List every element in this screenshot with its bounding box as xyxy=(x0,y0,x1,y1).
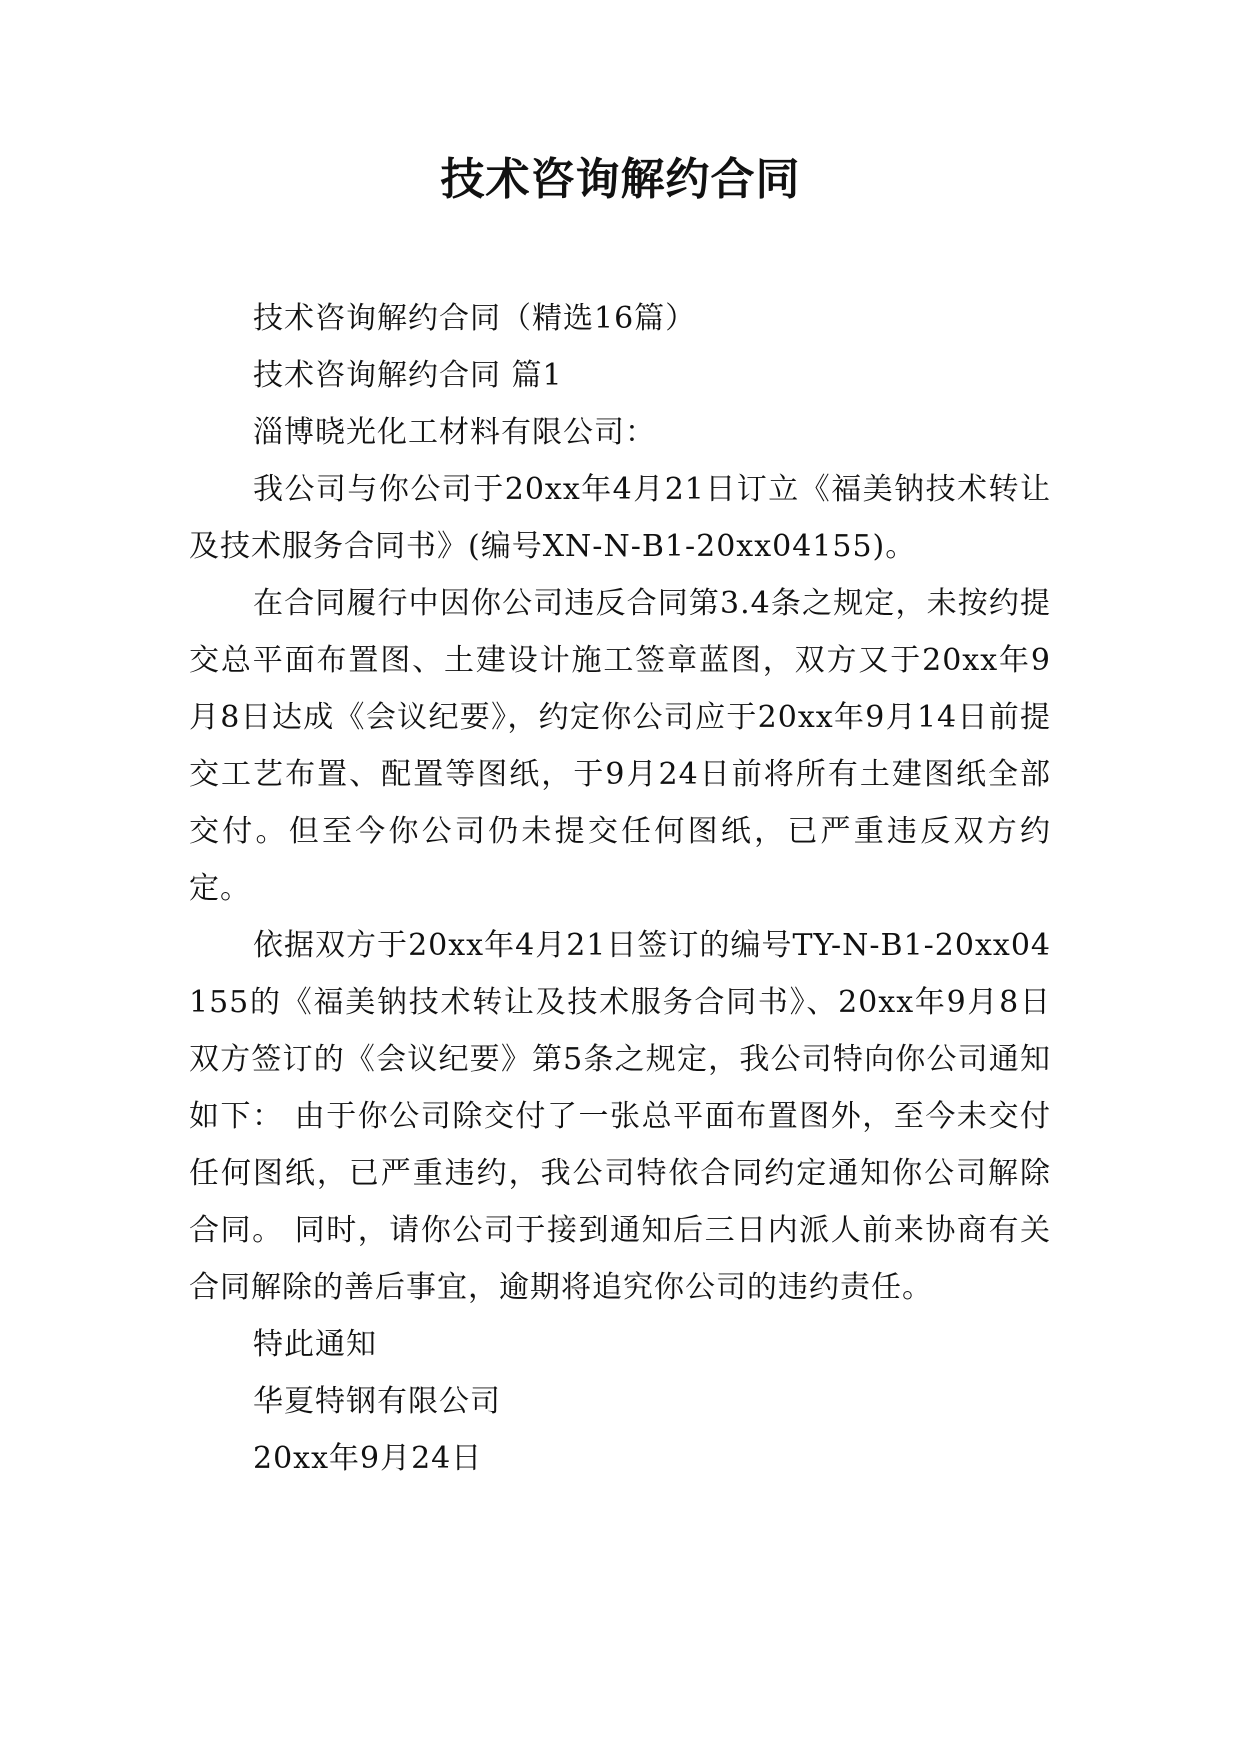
document-body xyxy=(189,290,1051,1487)
signature: 华夏特钢有限公司 xyxy=(253,1384,501,1419)
closing-line: 特此通知 xyxy=(253,1327,377,1362)
section-heading: 技术咨询解约合同 篇1 xyxy=(253,358,563,393)
paragraph: 在合同履行中因你公司违反合同第3.4条之规定，未按约提交总平面布置图、土建设计施工签章蓝图，双方又于20xx年9月8日达成《会议纪要》，约定你公司应于20xx年9月14日前提交工艺布置、配置等图纸，于9月24日前将所有土建图纸全部交付。但至今你公司仍未提交任何图纸，已严重违反双方约定。 xyxy=(189,586,1051,906)
document-subtitle: 技术咨询解约合同（精选16篇） xyxy=(253,301,697,336)
paragraph: 我公司与你公司于20xx年4月21日订立《福美钠技术转让及技术服务合同书》(编号XN-N-B1-20xx04155)。 xyxy=(189,472,1051,564)
date: 20xx年9月24日 xyxy=(253,1441,483,1476)
paragraph: 依据双方于20xx年4月21日签订的编号TY-N-B1-20xx04155的《福美钠技术转让及技术服务合同书》、20xx年9月8日双方签订的《会议纪要》第5条之规定，我公司特向你公司通知如下： 由于你公司除交付了一张总平面布置图外，至今未交付任何图纸，已严重违约，我公司特依合同约定通知你公司解除合同。 同时，请你公司于接到通知后三日内派人前来协商有关合同解除的善后事宜，逾期将追究你公司的违约责任。 xyxy=(189,928,1051,1305)
document-title: 技术咨询解约合同 xyxy=(440,154,801,205)
addressee: 淄博晓光化工材料有限公司： xyxy=(253,415,656,450)
